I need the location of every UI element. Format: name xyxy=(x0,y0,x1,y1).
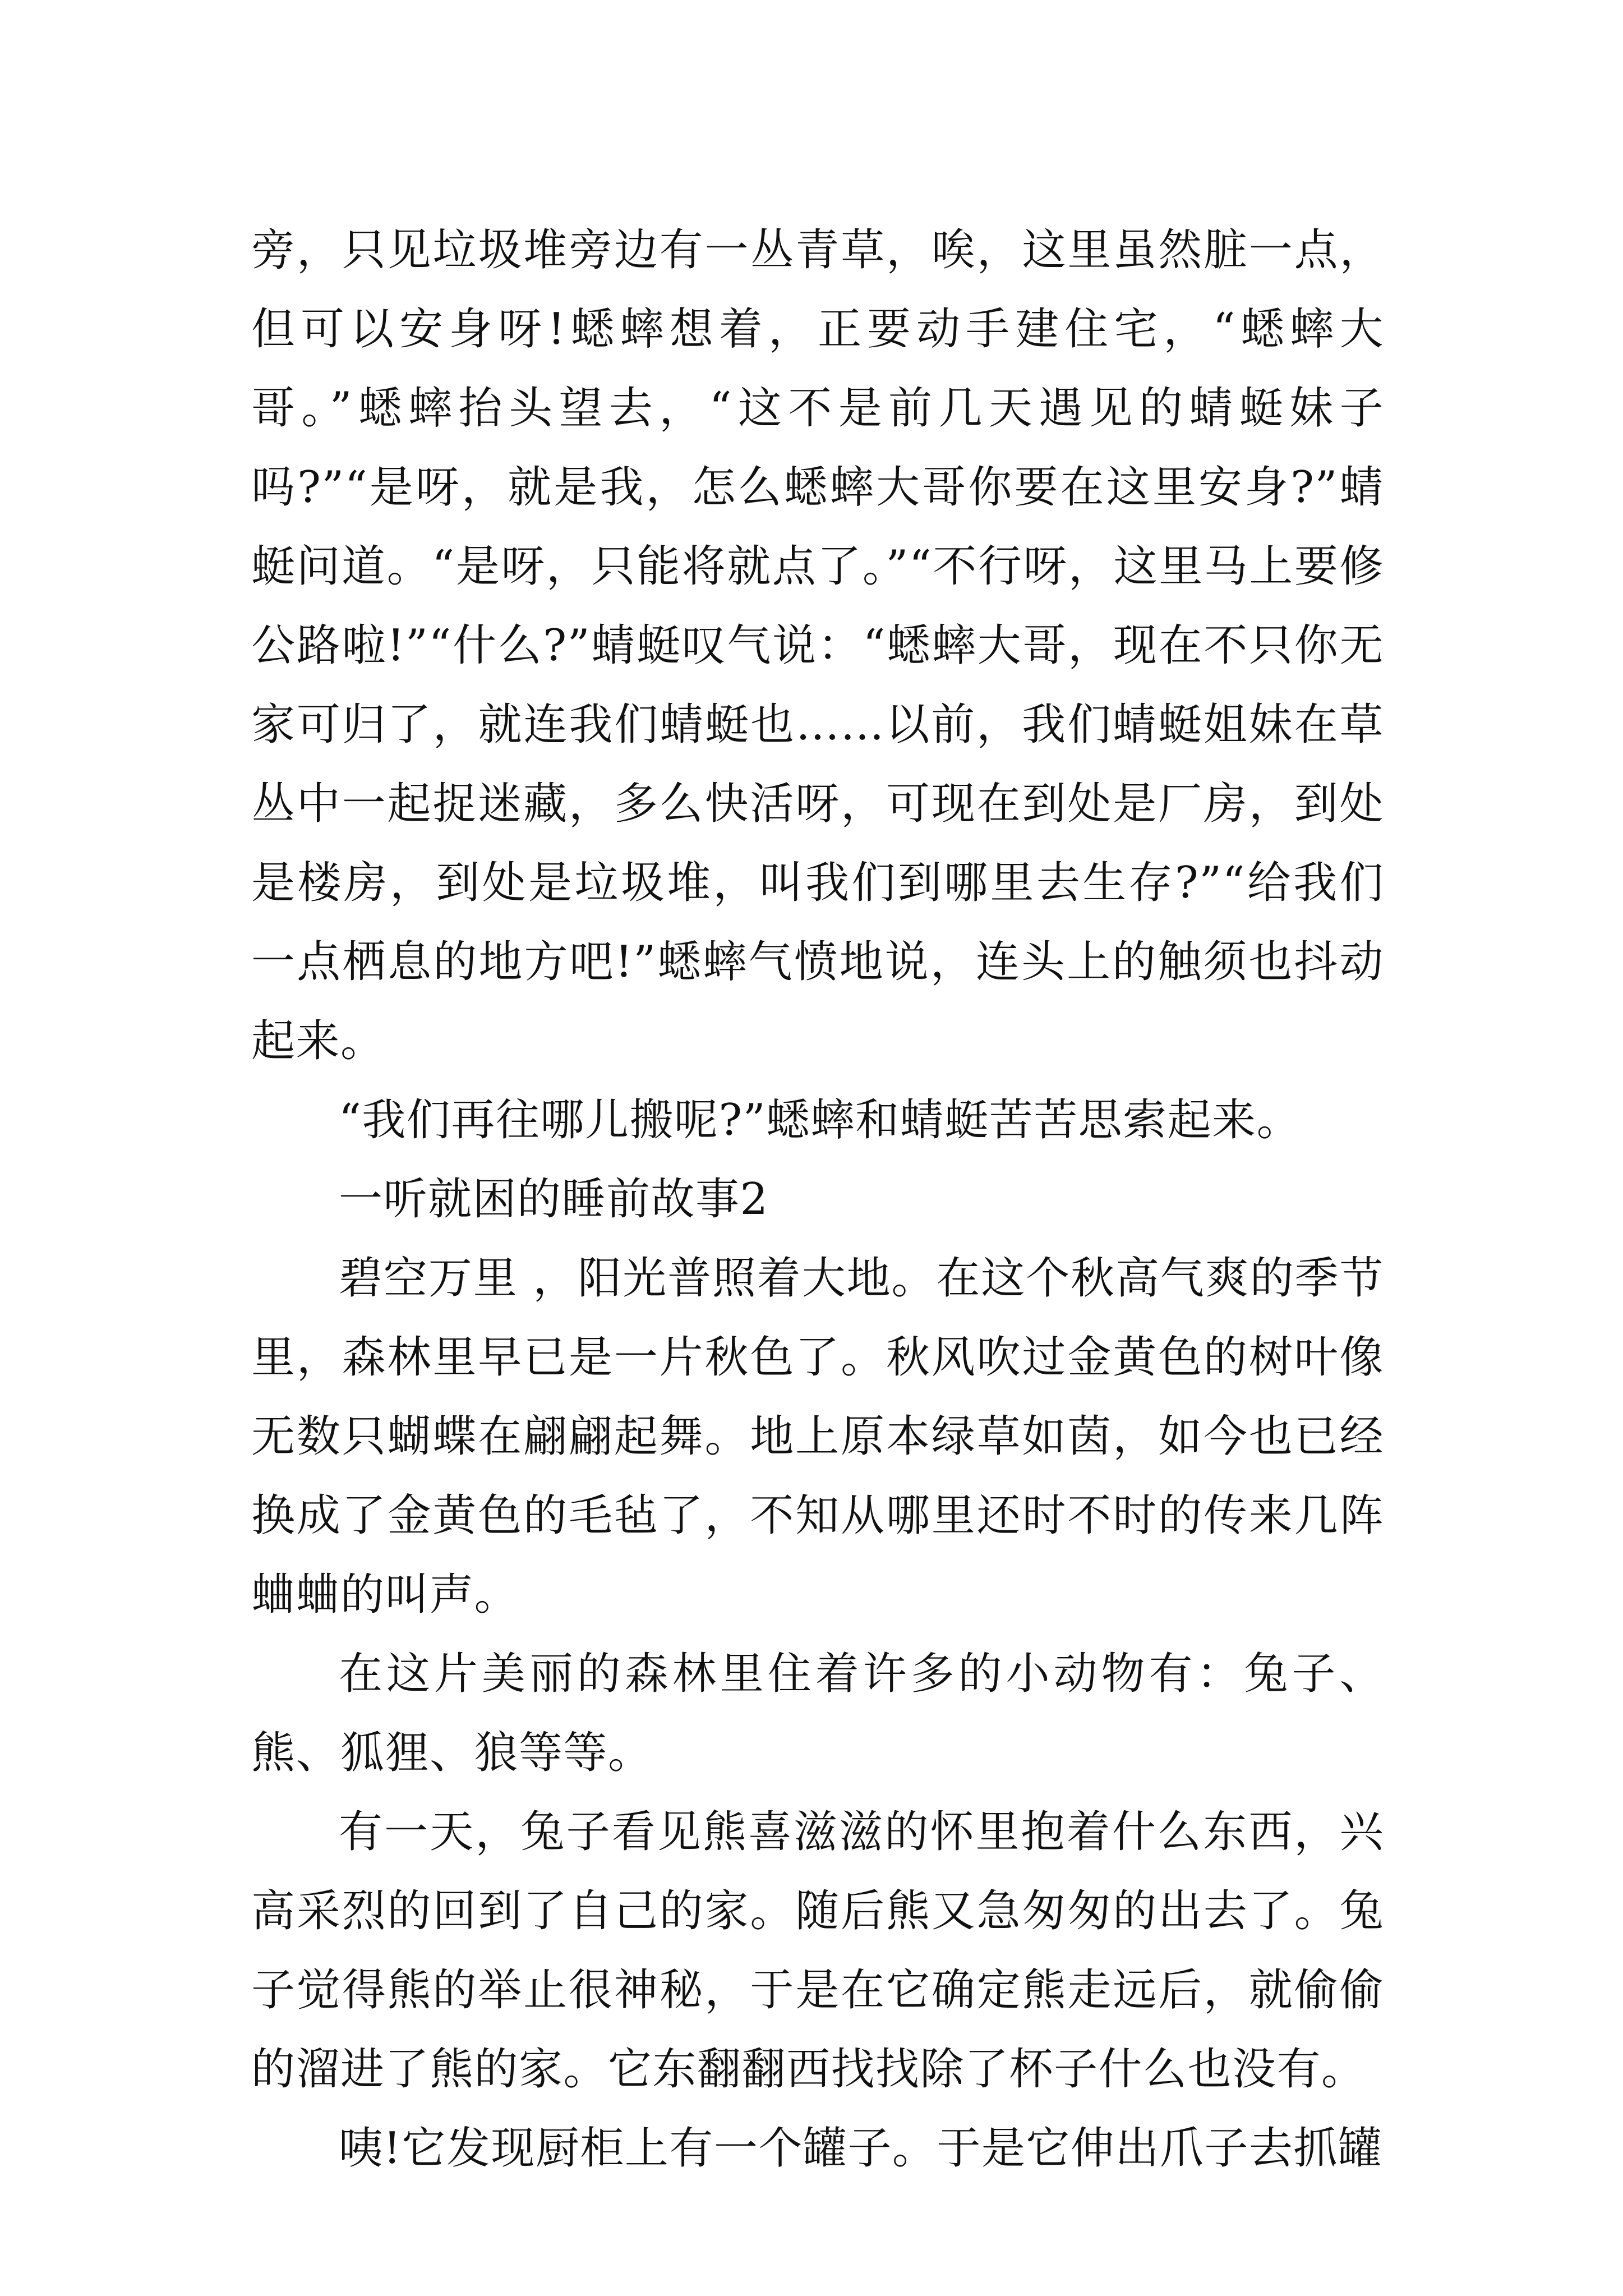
paragraph: 咦!它发现厨柜上有一个罐子。于是它伸出爪子去抓罐 xyxy=(339,2123,1383,2174)
paragraph: 碧空万里 ，阳光普照着大地。在这个秋高气爽的季节里，森林里早已是一片秋色了。秋风吹过金黄色的树叶像无数只蝴蝶在翩翩起舞。地上原本绿草如茵，如今也已经换成了金黄色的毛毡了，不知从哪里还时不时的传来几阵蛐蛐的叫声。 xyxy=(251,1253,1384,1620)
paragraph-continuation: 旁，只见垃圾堆旁边有一丛青草，唉，这里虽然脏一点，但可以安身呀!蟋蟀想着，正要动手建住宅，“蟋蟀大哥。”蟋蟀抬头望去，“这不是前几天遇见的蜻蜓妹子吗?”“是呀，就是我，怎么蟋蟀大哥你要在这里安身?”蜻蜓问道。“是呀，只能将就点了。”“不行呀，这里马上要修公路啦!”“什么?”蜻蜓叹气说：“蟋蟀大哥，现在不只你无家可归了，就连我们蜻蜓也……以前，我们蜻蜓姐妹在草丛中一起捉迷藏，多么快活呀，可现在到处是厂房，到处是楼房，到处是垃圾堆，叫我们到哪里去生存?”“给我们一点栖息的地方吧!”蟋蟀气愤地说，连头上的触须也抖动起来。 xyxy=(251,225,1384,1066)
body-text xyxy=(251,211,1384,2188)
paragraph: “我们再往哪儿搬呢?”蟋蟀和蜻蜓苦苦思索起来。 xyxy=(339,1095,1302,1145)
paragraph: 有一天，兔子看见熊喜滋滋的怀里抱着什么东西，兴高采烈的回到了自己的家。随后熊又急匆匆的出去了。兔子觉得熊的举止很神秘，于是在它确定熊走远后，就偷偷的溜进了熊的家。它东翻翻西找找除了杯子什么也没有。 xyxy=(251,1807,1384,2095)
story-heading: 一听就困的睡前故事2 xyxy=(339,1174,769,1225)
paragraph: 在这片美丽的森林里住着许多的小动物有：兔子、熊、狐狸、狼等等。 xyxy=(251,1649,1384,1778)
